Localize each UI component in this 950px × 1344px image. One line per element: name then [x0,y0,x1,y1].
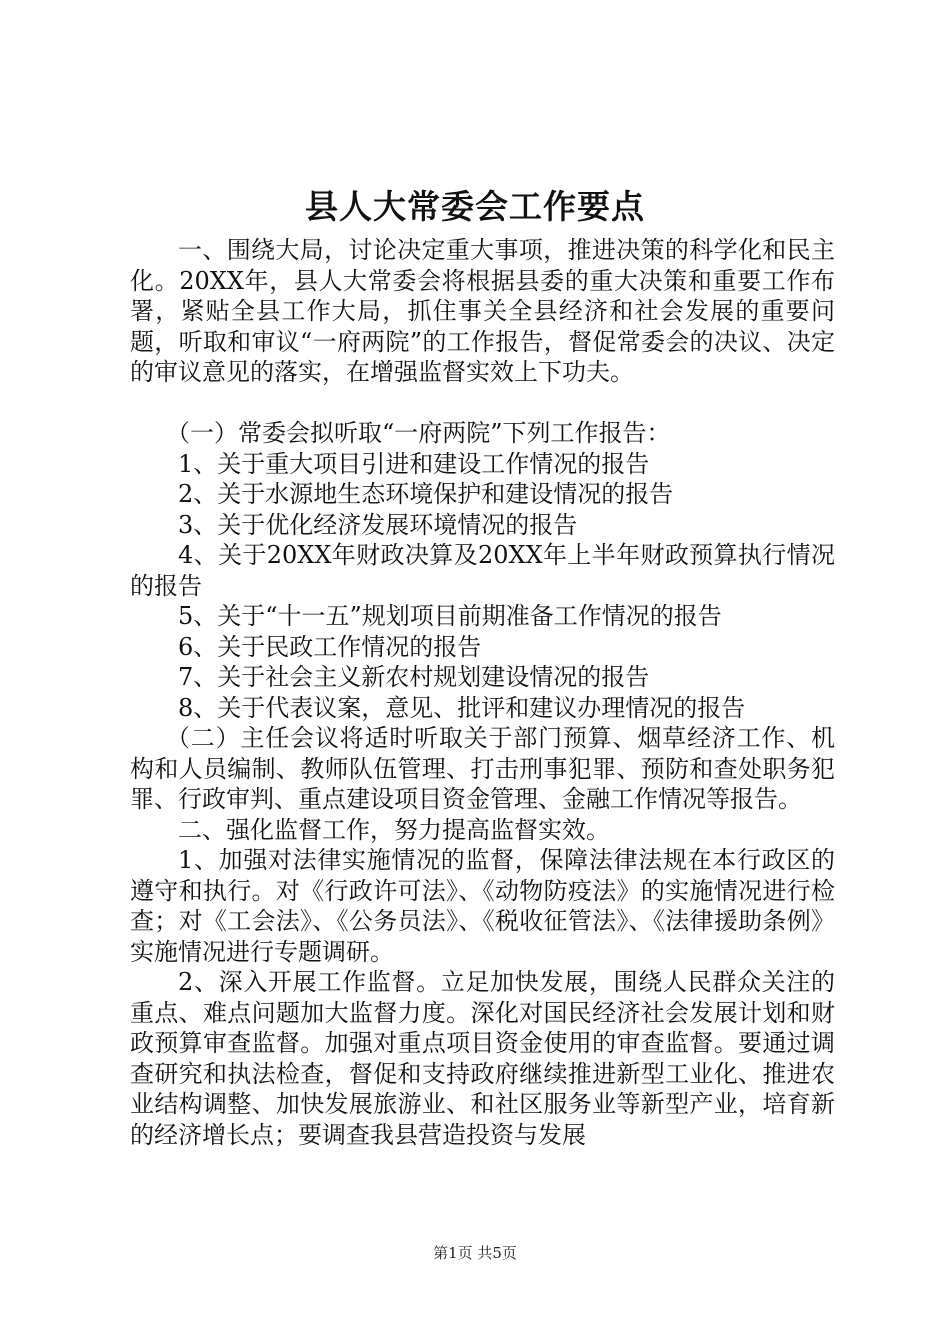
list-item-2: 2、关于水源地生态环境保护和建设情况的报告 [178,480,674,508]
list-item-7: 7、关于社会主义新农村规划建设情况的报告 [178,663,650,691]
document-body [130,235,835,1150]
list-item-5: 5、关于“十一五”规划项目前期准备工作情况的报告 [178,602,722,630]
paragraph-1: 一、围绕大局，讨论决定重大事项，推进决策的科学化和民主化。20XX年，县人大常委会将根据县委的重大决策和重要工作布署，紧贴全县工作大局，抓住事关全县经济和社会发展的重要问题，听取和审议“一府两院”的工作报告，督促常委会的决议、决定的审议意见的落实，在增强监督实效上下功夫。 [130,236,835,386]
section-heading-1: （一）常委会拟听取“一府两院”下列工作报告： [166,419,671,447]
document-title: 县人大常委会工作要点 [305,187,645,226]
list-item-8: 8、关于代表议案，意见、批评和建议办理情况的报告 [178,693,746,722]
list-item-6: 6、关于民政工作情况的报告 [178,632,482,661]
list-item-3: 3、关于优化经济发展环境情况的报告 [178,510,578,539]
section-heading-2: （二）主任会议将适时听取关于部门预算、烟草经济工作、机构和人员编制、教师队伍管理、打击刑事犯罪、预防和查处职务犯罪、行政审判、重点建设项目资金管理、金融工作情况等报告。 [130,724,835,813]
paragraph-3: 1、加强对法律实施情况的监督，保障法律法规在本行政区的遵守和执行。对《行政许可法》、《动物防疫法》的实施情况进行检查；对《工会法》、《公务员法》、《税收征管法》、《法律援助条例》实施情况进行专题调研。 [130,846,835,966]
paragraph-spacer [130,388,835,419]
list-item-4: 4、关于20XX年财政决算及20XX年上半年财政预算执行情况的报告 [130,541,835,600]
paragraph-2: 二、强化监督工作，努力提高监督实效。 [178,815,610,844]
list-item-1: 1、关于重大项目引进和建设工作情况的报告 [178,449,650,478]
page-number: 第1页 共5页 [433,1244,517,1262]
paragraph-4: 2、深入开展工作监督。立足加快发展，围绕人民群众关注的重点、难点问题加大监督力度。深化对国民经济社会发展计划和财政预算审查监督。加强对重点项目资金使用的审查监督。要通过调查研究和执法检查，督促和支持政府继续推进新型工业化、推进农业结构调整、加快发展旅游业、和社区服务业等新型产业，培育新的经济增长点；要调查我县营造投资与发展 [130,968,835,1149]
